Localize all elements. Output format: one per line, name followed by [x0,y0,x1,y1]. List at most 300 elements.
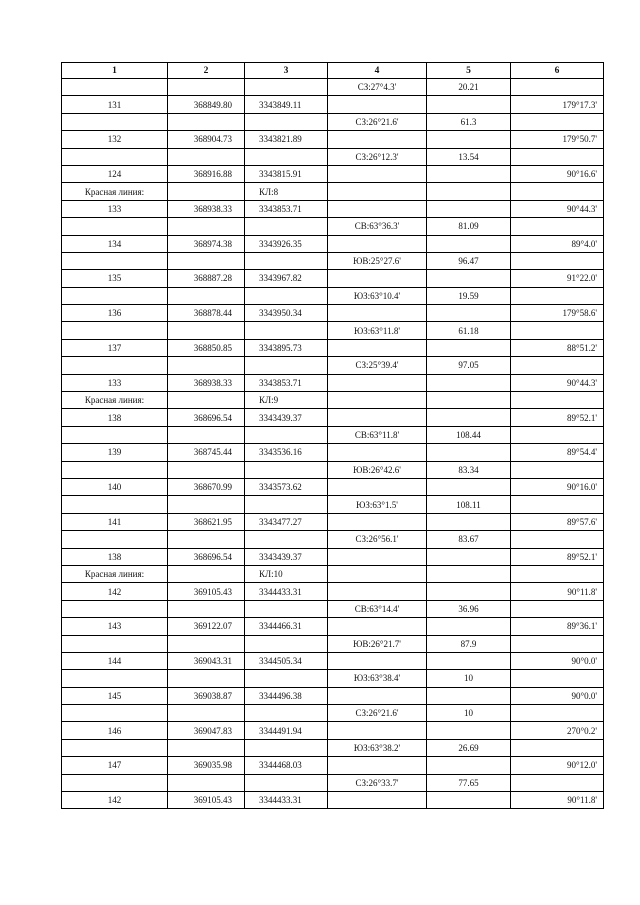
length-cell [427,200,511,217]
angle-cell: 270°0.2' [511,722,604,739]
table-row [62,339,604,356]
length-cell [427,565,511,582]
x-coordinate-cell [168,565,245,582]
table-row [62,322,604,339]
length-cell: 26.69 [427,739,511,756]
length-cell: 19.59 [427,287,511,304]
angle-cell [511,357,604,374]
table-row [62,705,604,722]
angle-cell: 179°17.3' [511,96,604,113]
x-coordinate-cell: 368916.88 [168,165,245,182]
angle-cell: 90°0.0' [511,687,604,704]
x-coordinate-cell [168,392,245,409]
table-row [62,792,604,809]
angle-cell: 90°11.8' [511,583,604,600]
point-number-cell: 147 [62,757,168,774]
table-row [62,287,604,304]
point-number-cell: 124 [62,165,168,182]
length-cell [427,792,511,809]
angle-cell: 88°51.2' [511,339,604,356]
red-line-code: КЛ:9 [245,392,328,409]
y-coordinate-cell [245,357,328,374]
length-cell: 36.96 [427,600,511,617]
x-coordinate-cell: 369043.31 [168,652,245,669]
length-cell [427,478,511,495]
angle-cell: 89°54.4' [511,444,604,461]
table-row [62,148,604,165]
angle-cell: 89°52.1' [511,409,604,426]
y-coordinate-cell [245,739,328,756]
angle-cell: 90°12.0' [511,757,604,774]
table-row [62,496,604,513]
length-cell [427,722,511,739]
table-row [62,96,604,113]
point-number-cell [62,287,168,304]
red-line-label: Красная линия: [62,565,168,582]
bearing-cell: СВ:63°14.4' [328,600,427,617]
y-coordinate-cell [245,461,328,478]
x-coordinate-cell: 368670.99 [168,478,245,495]
y-coordinate-cell [245,774,328,791]
point-number-cell: 133 [62,374,168,391]
x-coordinate-cell [168,670,245,687]
table-header [62,63,604,79]
x-coordinate-cell [168,739,245,756]
y-coordinate-cell [245,287,328,304]
x-coordinate-cell [168,635,245,652]
table-body [62,79,604,809]
header-row [62,63,604,79]
length-cell [427,444,511,461]
y-coordinate-cell: 3343815.91 [245,165,328,182]
bearing-cell [328,270,427,287]
point-number-cell [62,252,168,269]
angle-cell [511,113,604,130]
point-number-cell [62,496,168,513]
length-cell [427,757,511,774]
point-number-cell: 136 [62,305,168,322]
y-coordinate-cell: 3343821.89 [245,131,328,148]
table-row [62,565,604,582]
table-row [62,444,604,461]
x-coordinate-cell [168,183,245,200]
angle-cell: 89°57.6' [511,513,604,530]
x-coordinate-cell: 368974.38 [168,235,245,252]
y-coordinate-cell: 3344466.31 [245,618,328,635]
length-cell: 83.34 [427,461,511,478]
bearing-cell [328,305,427,322]
bearing-cell [328,652,427,669]
y-coordinate-cell [245,113,328,130]
bearing-cell: ЮЗ:63°11.8' [328,322,427,339]
angle-cell [511,392,604,409]
length-cell [427,548,511,565]
length-cell [427,183,511,200]
y-coordinate-cell: 3344468.03 [245,757,328,774]
point-number-cell [62,148,168,165]
angle-cell: 91°22.0' [511,270,604,287]
bearing-cell: ЮЗ:63°1.5' [328,496,427,513]
x-coordinate-cell [168,148,245,165]
length-cell [427,305,511,322]
y-coordinate-cell: 3343895.73 [245,339,328,356]
angle-cell: 90°16.6' [511,165,604,182]
bearing-cell: ЮВ:26°42.6' [328,461,427,478]
point-number-cell [62,218,168,235]
y-coordinate-cell: 3344505.34 [245,652,328,669]
y-coordinate-cell: 3344496.38 [245,687,328,704]
angle-cell [511,148,604,165]
x-coordinate-cell [168,287,245,304]
angle-cell [511,426,604,443]
point-number-cell [62,461,168,478]
x-coordinate-cell: 368850.85 [168,339,245,356]
y-coordinate-cell: 3343439.37 [245,548,328,565]
length-cell [427,235,511,252]
table-row [62,113,604,130]
table-row [62,687,604,704]
y-coordinate-cell: 3343967.82 [245,270,328,287]
bearing-cell [328,392,427,409]
x-coordinate-cell: 368696.54 [168,548,245,565]
point-number-cell: 138 [62,409,168,426]
point-number-cell [62,79,168,96]
bearing-cell: СЗ:26°21.6' [328,113,427,130]
x-coordinate-cell: 368878.44 [168,305,245,322]
angle-cell [511,600,604,617]
x-coordinate-cell [168,496,245,513]
length-cell [427,374,511,391]
x-coordinate-cell: 368887.28 [168,270,245,287]
point-number-cell: 135 [62,270,168,287]
table-row [62,409,604,426]
length-cell: 87.9 [427,635,511,652]
y-coordinate-cell: 3343926.35 [245,235,328,252]
angle-cell [511,496,604,513]
point-number-cell [62,670,168,687]
bearing-cell [328,131,427,148]
y-coordinate-cell: 3343950.34 [245,305,328,322]
bearing-cell [328,722,427,739]
length-cell: 108.11 [427,496,511,513]
bearing-cell: СВ:63°11.8' [328,426,427,443]
angle-cell [511,670,604,687]
column-header-1: 1 [62,63,168,79]
y-coordinate-cell [245,600,328,617]
x-coordinate-cell: 368745.44 [168,444,245,461]
bearing-cell [328,757,427,774]
table-row [62,513,604,530]
length-cell [427,652,511,669]
table-row [62,235,604,252]
y-coordinate-cell: 3344433.31 [245,583,328,600]
angle-cell [511,79,604,96]
length-cell: 83.67 [427,531,511,548]
angle-cell [511,252,604,269]
point-number-cell: 146 [62,722,168,739]
angle-cell [511,287,604,304]
bearing-cell: ЮВ:25°27.6' [328,252,427,269]
table-row [62,478,604,495]
y-coordinate-cell [245,218,328,235]
x-coordinate-cell: 369122.07 [168,618,245,635]
table-row [62,600,604,617]
x-coordinate-cell [168,357,245,374]
table-row [62,670,604,687]
column-header-2: 2 [168,63,245,79]
column-header-4: 4 [328,63,427,79]
bearing-cell [328,235,427,252]
point-number-cell: 143 [62,618,168,635]
table-row [62,635,604,652]
bearing-cell [328,339,427,356]
length-cell: 13.54 [427,148,511,165]
table-row [62,774,604,791]
angle-cell: 89°4.0' [511,235,604,252]
y-coordinate-cell: 3343439.37 [245,409,328,426]
bearing-cell [328,792,427,809]
x-coordinate-cell [168,705,245,722]
length-cell: 97.05 [427,357,511,374]
x-coordinate-cell [168,461,245,478]
x-coordinate-cell: 368904.73 [168,131,245,148]
x-coordinate-cell [168,774,245,791]
bearing-cell [328,513,427,530]
length-cell [427,687,511,704]
point-number-cell: 131 [62,96,168,113]
point-number-cell: 140 [62,478,168,495]
x-coordinate-cell [168,600,245,617]
point-number-cell [62,113,168,130]
x-coordinate-cell [168,79,245,96]
x-coordinate-cell: 368938.33 [168,374,245,391]
bearing-cell: СЗ:27°4.3' [328,79,427,96]
point-number-cell: 145 [62,687,168,704]
length-cell [427,270,511,287]
red-line-label: Красная линия: [62,392,168,409]
point-number-cell: 139 [62,444,168,461]
length-cell [427,618,511,635]
table-row [62,374,604,391]
x-coordinate-cell: 369105.43 [168,583,245,600]
y-coordinate-cell: 3344491.94 [245,722,328,739]
point-number-cell [62,322,168,339]
point-number-cell: 132 [62,131,168,148]
length-cell: 20.21 [427,79,511,96]
y-coordinate-cell [245,531,328,548]
point-number-cell [62,600,168,617]
bearing-cell: ЮЗ:63°10.4' [328,287,427,304]
table-row [62,461,604,478]
point-number-cell [62,635,168,652]
bearing-cell [328,374,427,391]
length-cell [427,513,511,530]
angle-cell: 90°44.3' [511,200,604,217]
point-number-cell: 133 [62,200,168,217]
table-row [62,739,604,756]
table-row [62,79,604,96]
x-coordinate-cell: 368849.80 [168,96,245,113]
point-number-cell [62,739,168,756]
coordinates-table [61,62,604,809]
red-line-code: КЛ:8 [245,183,328,200]
x-coordinate-cell [168,322,245,339]
x-coordinate-cell [168,113,245,130]
table-row [62,305,604,322]
bearing-cell: ЮЗ:63°38.2' [328,739,427,756]
bearing-cell: СЗ:26°21.6' [328,705,427,722]
table-row [62,618,604,635]
y-coordinate-cell: 3344433.31 [245,792,328,809]
point-number-cell: 142 [62,583,168,600]
length-cell [427,339,511,356]
angle-cell: 179°50.7' [511,131,604,148]
angle-cell [511,461,604,478]
point-number-cell: 142 [62,792,168,809]
y-coordinate-cell: 3343853.71 [245,374,328,391]
point-number-cell [62,705,168,722]
x-coordinate-cell [168,252,245,269]
red-line-code: КЛ:10 [245,565,328,582]
x-coordinate-cell [168,426,245,443]
length-cell: 108.44 [427,426,511,443]
point-number-cell: 134 [62,235,168,252]
bearing-cell [328,96,427,113]
y-coordinate-cell [245,426,328,443]
y-coordinate-cell [245,635,328,652]
angle-cell [511,565,604,582]
bearing-cell: ЮЗ:63°38.4' [328,670,427,687]
table-row [62,131,604,148]
y-coordinate-cell [245,322,328,339]
length-cell [427,96,511,113]
angle-cell [511,739,604,756]
red-line-label: Красная линия: [62,183,168,200]
angle-cell [511,774,604,791]
table-row [62,583,604,600]
x-coordinate-cell [168,218,245,235]
bearing-cell: СВ:63°36.3' [328,218,427,235]
y-coordinate-cell [245,252,328,269]
y-coordinate-cell: 3343853.71 [245,200,328,217]
bearing-cell [328,200,427,217]
y-coordinate-cell [245,670,328,687]
angle-cell: 90°16.0' [511,478,604,495]
length-cell: 61.3 [427,113,511,130]
point-number-cell: 137 [62,339,168,356]
angle-cell [511,322,604,339]
bearing-cell [328,444,427,461]
x-coordinate-cell: 369047.83 [168,722,245,739]
angle-cell: 89°36.1' [511,618,604,635]
angle-cell: 89°52.1' [511,548,604,565]
angle-cell: 90°0.0' [511,652,604,669]
bearing-cell [328,618,427,635]
y-coordinate-cell: 3343849.11 [245,96,328,113]
angle-cell [511,705,604,722]
table-row [62,531,604,548]
table-row [62,652,604,669]
point-number-cell: 141 [62,513,168,530]
y-coordinate-cell [245,148,328,165]
x-coordinate-cell: 368621.95 [168,513,245,530]
table-row [62,426,604,443]
angle-cell [511,531,604,548]
length-cell: 77.65 [427,774,511,791]
x-coordinate-cell [168,531,245,548]
table-row [62,392,604,409]
point-number-cell: 144 [62,652,168,669]
table-row [62,548,604,565]
y-coordinate-cell: 3343573.62 [245,478,328,495]
bearing-cell [328,478,427,495]
bearing-cell [328,548,427,565]
table-row [62,183,604,200]
bearing-cell [328,183,427,200]
table-row [62,270,604,287]
point-number-cell [62,426,168,443]
angle-cell: 90°11.8' [511,792,604,809]
length-cell [427,392,511,409]
bearing-cell [328,583,427,600]
y-coordinate-cell: 3343536.16 [245,444,328,461]
table-row [62,722,604,739]
table-row [62,757,604,774]
x-coordinate-cell: 368938.33 [168,200,245,217]
column-header-5: 5 [427,63,511,79]
bearing-cell [328,409,427,426]
bearing-cell: СЗ:26°56.1' [328,531,427,548]
point-number-cell [62,774,168,791]
bearing-cell: СЗ:26°33.7' [328,774,427,791]
x-coordinate-cell: 369038.87 [168,687,245,704]
bearing-cell: СЗ:26°12.3' [328,148,427,165]
point-number-cell [62,531,168,548]
angle-cell: 179°58.6' [511,305,604,322]
table-row [62,200,604,217]
y-coordinate-cell: 3343477.27 [245,513,328,530]
bearing-cell [328,165,427,182]
table-row [62,165,604,182]
bearing-cell: ЮВ:26°21.7' [328,635,427,652]
angle-cell [511,635,604,652]
y-coordinate-cell [245,705,328,722]
bearing-cell [328,687,427,704]
point-number-cell [62,357,168,374]
point-number-cell: 138 [62,548,168,565]
column-header-3: 3 [245,63,328,79]
column-header-6: 6 [511,63,604,79]
length-cell: 61.18 [427,322,511,339]
x-coordinate-cell: 369105.43 [168,792,245,809]
y-coordinate-cell [245,496,328,513]
length-cell [427,583,511,600]
bearing-cell [328,565,427,582]
length-cell: 10 [427,705,511,722]
length-cell [427,131,511,148]
angle-cell [511,218,604,235]
table-row [62,218,604,235]
table-row [62,252,604,269]
y-coordinate-cell [245,79,328,96]
length-cell: 81.09 [427,218,511,235]
length-cell [427,409,511,426]
angle-cell: 90°44.3' [511,374,604,391]
length-cell [427,165,511,182]
bearing-cell: СЗ:25°39.4' [328,357,427,374]
length-cell: 96.47 [427,252,511,269]
length-cell: 10 [427,670,511,687]
